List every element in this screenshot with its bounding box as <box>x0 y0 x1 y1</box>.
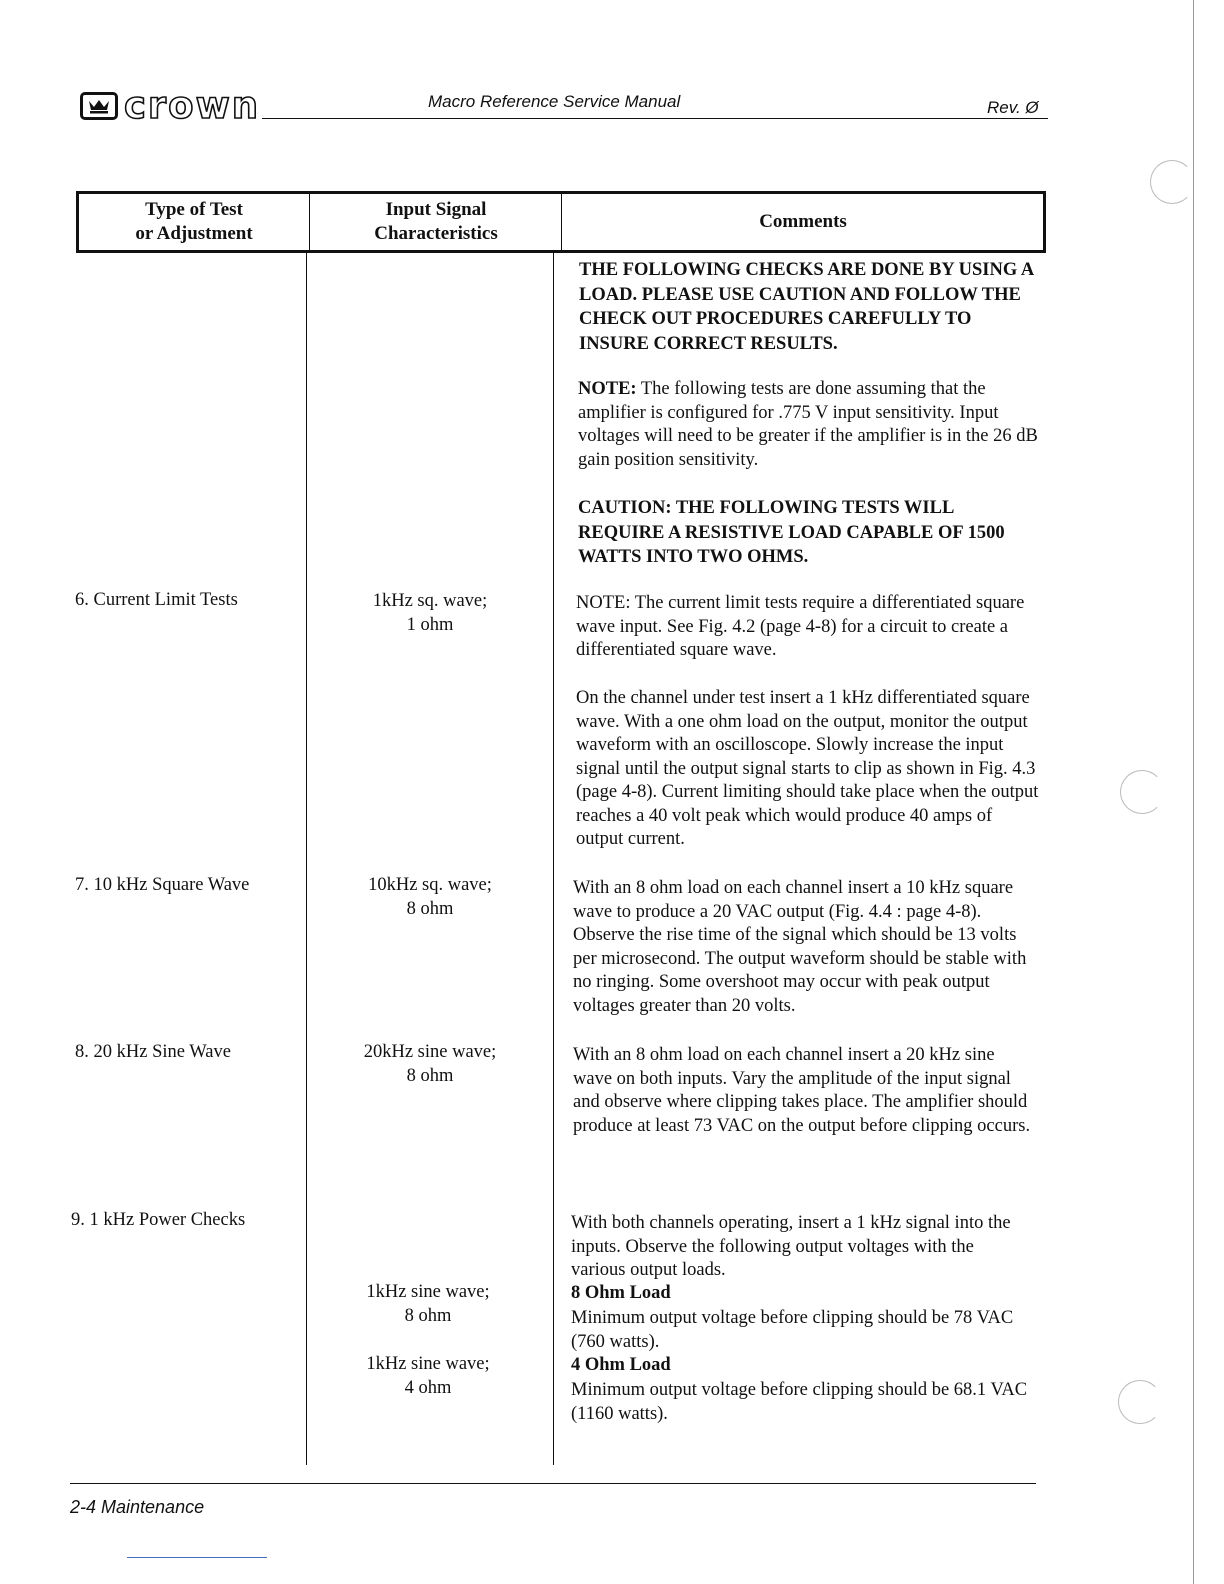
input-signal-line1: 10kHz sq. wave; <box>368 875 492 895</box>
caution-text: CAUTION: THE FOLLOWING TESTS WILL REQUIRE A RESISTIVE LOAD CAPABLE OF 1500 WATTS INTO TWO OHMS. <box>578 498 1005 567</box>
header-rule <box>262 118 1048 119</box>
input-signal-line1: 1kHz sq. wave; <box>372 591 488 611</box>
input-signal <box>306 1353 550 1400</box>
input-signal-line1: 1kHz sine wave; <box>366 1282 490 1302</box>
column-header-input-line1: Input Signal <box>385 199 487 220</box>
column-divider <box>561 194 562 250</box>
input-signal-line1: 1kHz sine wave; <box>366 1354 490 1374</box>
page-edge <box>1193 0 1194 1584</box>
test-name: 8. 20 kHz Sine Wave <box>75 1042 231 1062</box>
load-result: Minimum output voltage before clipping should be 78 VAC (760 watts). <box>571 1308 1014 1352</box>
column-header-type-line1: Type of Test <box>145 199 243 220</box>
footer-rule <box>70 1483 1036 1484</box>
table-header <box>76 191 1046 253</box>
input-signal-line1: 20kHz sine wave; <box>363 1042 497 1062</box>
note-label: NOTE: <box>578 379 637 399</box>
revision-label: Rev. Ø <box>987 98 1039 117</box>
input-signal-line2: 8 ohm <box>406 1065 454 1086</box>
page-label: 2-4 Maintenance <box>70 1497 205 1517</box>
input-signal-line2: 1 ohm <box>406 614 454 635</box>
input-signal-line2: 4 ohm <box>404 1377 452 1398</box>
column-rule-right <box>553 253 554 1465</box>
comment-text: On the channel under test insert a 1 kHz differentiated square wave. With a one ohm load on the output, monitor the output waveform with an oscilloscope. Slowly increase the input signal until the output signal starts to clip as shown in Fig. 4.3 (page 4-8). Current limiting should take place when the output reaches a 40 volt peak which would produce 40 amps of output current. <box>576 688 1039 849</box>
test-name: 9. 1 kHz Power Checks <box>71 1210 246 1230</box>
input-signal <box>308 1041 552 1088</box>
input-signal <box>308 590 552 637</box>
scan-mark <box>127 1557 267 1558</box>
column-header-comments-text: Comments <box>759 211 847 232</box>
comment-text: With both channels operating, insert a 1 kHz signal into the inputs. Observe the following output voltages with the various output loads. <box>571 1213 1011 1280</box>
punch-hole-icon <box>1150 160 1194 204</box>
column-header-comments <box>563 194 1043 250</box>
load-result: Minimum output voltage before clipping should be 68.1 VAC (1160 watts). <box>571 1380 1028 1424</box>
note-text: The following tests are done assuming that the amplifier is configured for .775 V input sensitivity. Input voltages will need to be greater if the amplifier is in the 26 dB gain position sensitivity. <box>578 379 1038 470</box>
input-signal-line2: 8 ohm <box>406 898 454 919</box>
column-divider <box>309 194 310 250</box>
input-signal-line2: 8 ohm <box>404 1305 452 1326</box>
load-label: 8 Ohm Load <box>571 1283 671 1303</box>
load-warning: THE FOLLOWING CHECKS ARE DONE BY USING A LOAD. PLEASE USE CAUTION AND FOLLOW THE CHECK OUT PROCEDURES CAREFULLY TO INSURE CORRECT RESULTS. <box>579 260 1034 354</box>
comment-text: NOTE: The current limit tests require a differentiated square wave input. See Fig. 4.2 (page 4-8) for a circuit to create a differentiated square wave. <box>576 593 1025 660</box>
column-header-type-line2: or Adjustment <box>135 223 253 244</box>
comment-text: With an 8 ohm load on each channel insert a 10 kHz square wave to produce a 20 VAC output (Fig. 4.4 : page 4-8). Observe the rise time of the signal which should be 13 volts per microsecond. The output waveform should be stable with no ringing. Some overshoot may occur with peak output voltages greater than 20 volts. <box>573 878 1027 1016</box>
input-signal <box>306 1281 550 1328</box>
sensitivity-note <box>578 378 1040 472</box>
input-signal <box>308 874 552 921</box>
punch-hole-icon <box>1120 770 1164 814</box>
load-label: 4 Ohm Load <box>571 1355 671 1375</box>
column-header-type <box>79 194 309 250</box>
brand-logo: crown <box>124 84 261 127</box>
column-header-input-line2: Characteristics <box>374 223 498 244</box>
test-name: 6. Current Limit Tests <box>75 590 238 610</box>
manual-title: Macro Reference Service Manual <box>428 92 681 111</box>
test-name: 7. 10 kHz Square Wave <box>75 875 250 895</box>
comment-text: With an 8 ohm load on each channel insert a 20 kHz sine wave on both inputs. Vary the amplitude of the input signal and observe where clipping takes place. The amplifier should produce at least 73 VAC on the output before clipping occurs. <box>573 1045 1031 1136</box>
column-header-input <box>311 194 561 250</box>
punch-hole-icon <box>1118 1380 1162 1424</box>
crown-logo-icon <box>80 92 118 120</box>
